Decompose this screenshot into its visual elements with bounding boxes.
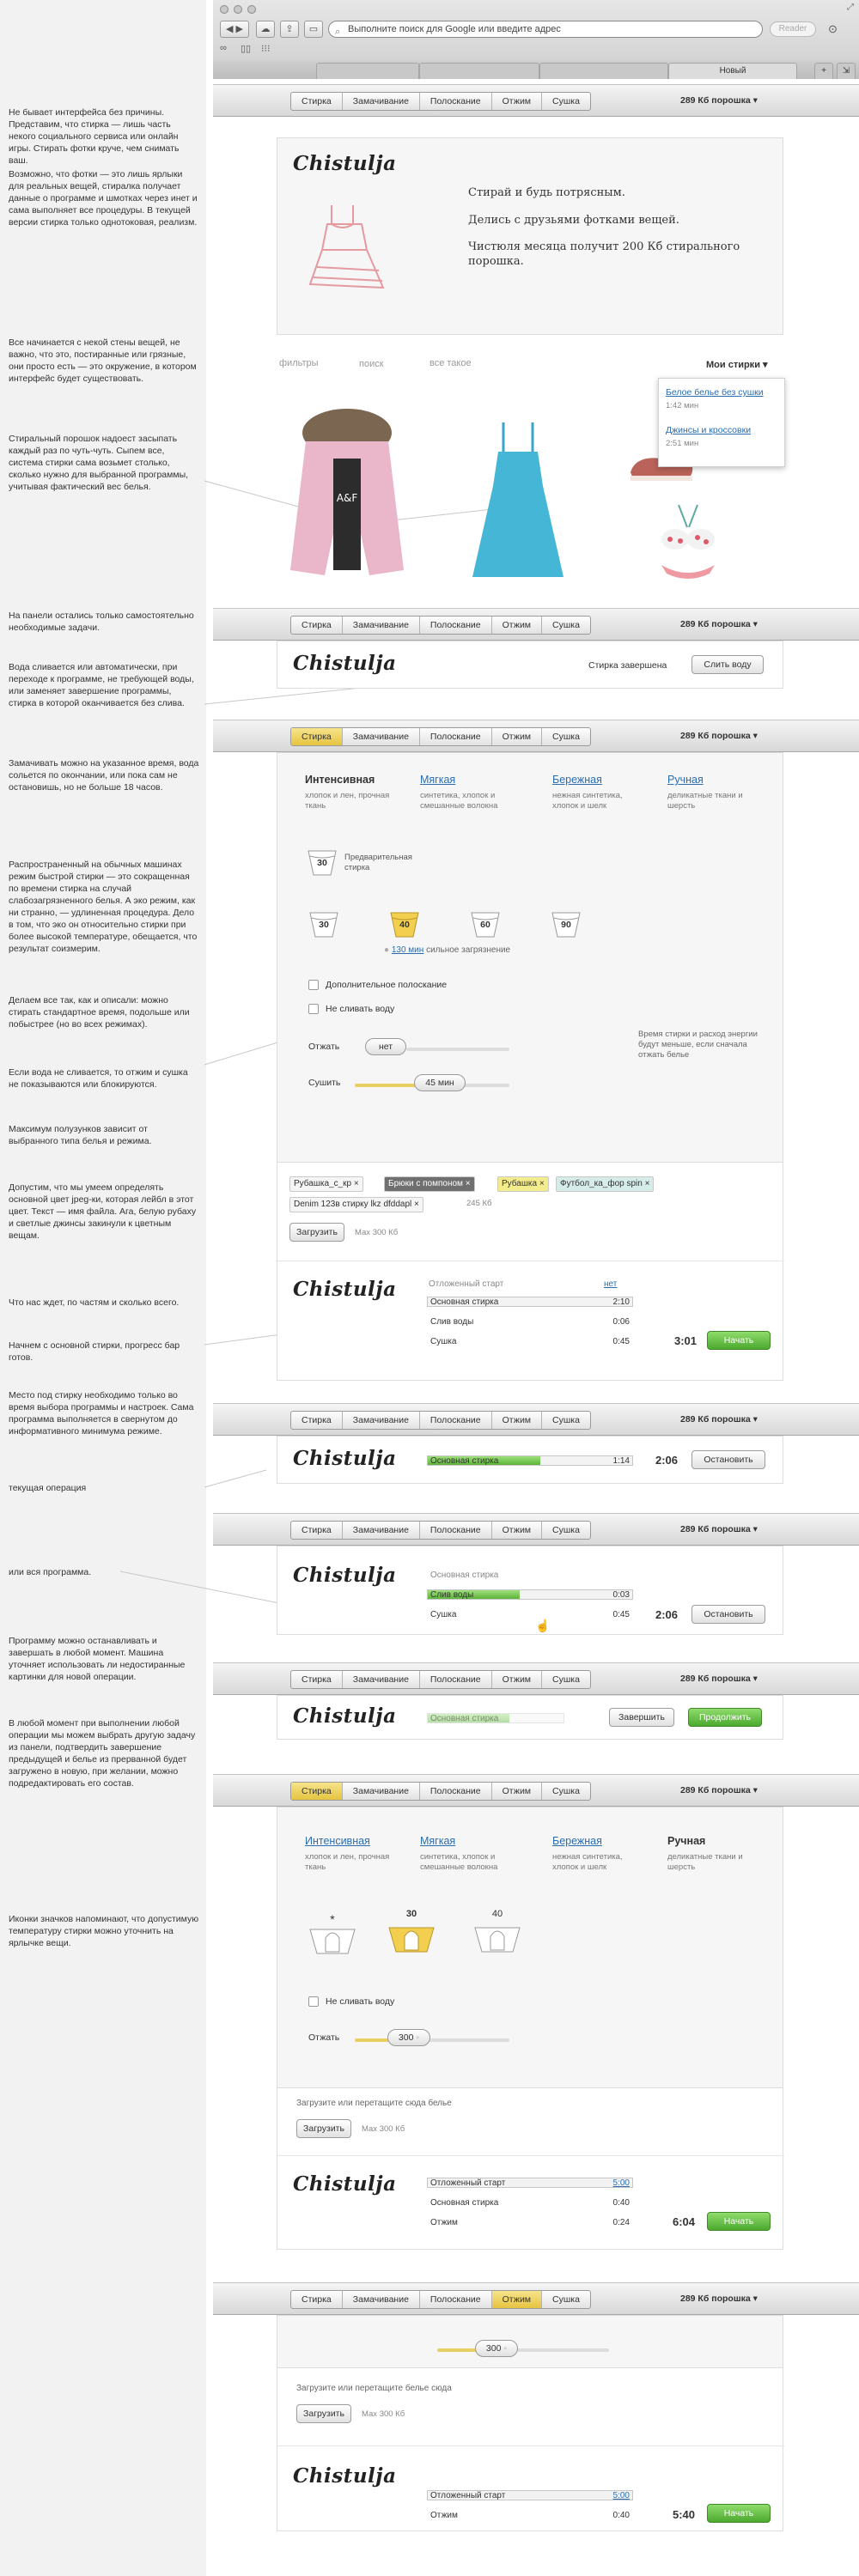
load-max: Мах 300 Кб <box>355 1228 399 1237</box>
svg-text:A&F: A&F <box>336 492 358 504</box>
chevron-down-icon: ▾ <box>752 1674 758 1684</box>
hand-wash-40-icon[interactable] <box>472 1909 523 1955</box>
laundry-chip[interactable] <box>289 1197 423 1212</box>
tab-wash[interactable]: Стирка <box>291 1783 343 1800</box>
op-time: 0:45 <box>612 1610 630 1619</box>
divider <box>277 2445 784 2446</box>
gallery <box>277 354 783 586</box>
share-icon[interactable]: ⇪ <box>280 21 299 38</box>
run-panel-full-program <box>277 1546 783 1635</box>
operation-tabs <box>290 92 591 111</box>
row-label: Отжим <box>430 2511 458 2520</box>
bookmarks-icon[interactable]: ▯▯ <box>241 44 252 54</box>
op-label: Слив воды <box>430 1590 474 1600</box>
tab-wash[interactable]: Стирка <box>291 617 343 634</box>
cloud-icon[interactable]: ☁ <box>256 21 275 38</box>
row-value: 0:40 <box>612 2198 630 2208</box>
prewash-label: Предварительная стирка <box>344 853 412 872</box>
temp-30-icon[interactable] <box>308 909 339 939</box>
wash-settings-hand <box>277 1807 783 2088</box>
operation-tabs <box>290 727 591 746</box>
mode-intensive-desc: хлопок и лен, прочная ткань <box>305 1852 390 1872</box>
tab-soak[interactable]: Замачивание <box>343 1522 420 1539</box>
note-1: Не бывает интерфейса без причины. Представим, что стирка — лишь часть некого социального сервиса или онлайн игры. Стирать фотки круче, чем снимать ваш. <box>9 107 180 166</box>
tab-overview-button[interactable]: ⇲ <box>837 63 856 79</box>
hand-wash-cold-icon[interactable] <box>307 1912 358 1955</box>
load-max: Мах 300 Кб <box>362 2409 405 2419</box>
mode-intensive-desc: хлопок и лен, прочная ткань <box>305 791 390 811</box>
hero-line-3: Чистюля месяца получит 200 Кб стирального порошка. <box>468 240 740 268</box>
temp-30: 30 <box>319 920 329 930</box>
tab-rinse[interactable]: Полоскание <box>420 728 492 745</box>
finish-button[interactable]: Завершить <box>609 1708 674 1727</box>
duration-note: сильное загрязнение <box>426 945 511 955</box>
chip-label: Брюки с помпоном <box>388 1179 463 1188</box>
temp-40: 40 <box>399 920 410 930</box>
continue-button[interactable]: Продолжить <box>688 1708 762 1727</box>
tab-dry[interactable]: Сушка <box>552 96 580 106</box>
tab-spin[interactable]: Отжим <box>492 93 542 110</box>
extra-rinse-label: Дополнительное полоскание <box>326 980 448 990</box>
tab-wash[interactable]: Стирка <box>291 93 343 110</box>
powder-menu[interactable] <box>680 731 758 741</box>
note-13: Что нас ждет, по частям и сколько всего. <box>9 1297 180 1308</box>
operation-tabs <box>290 616 591 635</box>
spin-value: 300 <box>398 2032 414 2043</box>
powder-menu[interactable] <box>680 2293 758 2304</box>
search-link[interactable]: поиск <box>359 359 384 369</box>
note-20: Иконки значков напоминают, что допустимую температуру стирки можно уточнить на ярлычке вещи. <box>9 1914 199 1948</box>
prewash-tub-icon[interactable] <box>307 848 338 877</box>
remove-icon[interactable]: × <box>644 1179 650 1188</box>
washer-toolbar <box>213 1774 859 1807</box>
powder-menu[interactable] <box>680 1414 758 1425</box>
spin-slider-fill <box>355 2038 389 2042</box>
spin-slider-knob[interactable]: нет <box>365 1038 406 1055</box>
no-drain-label: Не сливать воду <box>326 1996 395 2007</box>
total-time: 6:04 <box>673 2215 696 2228</box>
chevron-down-icon: ▾ <box>752 95 758 106</box>
mode-gentle-desc: нежная синтетика, хлопок и шелк <box>552 1852 623 1872</box>
spin-label: Отжать <box>308 1042 340 1052</box>
minimize-window-icon[interactable] <box>234 5 242 14</box>
row-label: Отложенный старт <box>430 2178 506 2188</box>
tab-spin[interactable]: Отжим <box>492 1522 542 1539</box>
mode-gentle-desc: нежная синтетика, хлопок и шелк <box>552 791 623 811</box>
row-label: Отжим <box>430 2218 458 2227</box>
tab-soak[interactable]: Замачивание <box>343 617 420 634</box>
op-label: Основная стирка <box>430 1456 499 1466</box>
remove-icon[interactable]: × <box>465 1179 471 1188</box>
total-time: 3:01 <box>674 1334 698 1347</box>
temp-cold: * <box>330 1912 335 1926</box>
filters-link[interactable]: фильтры <box>279 358 319 368</box>
stop-button[interactable]: Остановить <box>691 1450 765 1469</box>
duration-link[interactable]: 130 мин <box>391 945 424 955</box>
chip-label: Рубашка_с_кр <box>294 1179 352 1188</box>
tab-soak[interactable]: Замачивание <box>343 728 420 745</box>
tab-wash[interactable]: Стирка <box>291 1671 343 1688</box>
powder-amount: 289 Кб порошка <box>680 2293 751 2304</box>
operation-tabs <box>290 1782 591 1801</box>
run-panel-current-op <box>277 1436 783 1484</box>
row-value: 2:10 <box>612 1297 630 1307</box>
temp-90-icon[interactable] <box>551 909 582 939</box>
zoom-window-icon[interactable] <box>247 5 256 14</box>
tab-wash[interactable]: Стирка <box>291 2291 343 2308</box>
dress-photo[interactable] <box>471 417 565 580</box>
spin-slider-knob[interactable] <box>387 2029 430 2046</box>
mode-intensive[interactable]: Интенсивная <box>305 1835 370 1847</box>
browser-chrome <box>213 0 859 79</box>
spin-settings <box>277 2315 783 2368</box>
status-text: Стирка завершена <box>588 660 667 671</box>
brand-logo: Chistulja <box>293 1447 397 1470</box>
temp-40: 40 <box>491 1909 503 1919</box>
note-2: Возможно, что фотки — это лишь ярлыки для реальных вещей, стиралка получает данные о программе и шмотках через инет и сама выполняет все процедуры. В текущей версии стирка только однотоковая, реализм. <box>9 169 198 228</box>
powder-amount: 289 Кб порошка <box>680 95 751 106</box>
tab-soak[interactable]: Замачивание <box>343 1412 420 1429</box>
operation-tabs <box>290 1411 591 1430</box>
washer-toolbar <box>213 84 859 117</box>
hero-line-1: Стирай и будь потрясным. <box>468 186 625 199</box>
total-time: 2:06 <box>655 1608 679 1621</box>
remove-icon[interactable]: × <box>414 1200 419 1209</box>
mode-intensive[interactable]: Интенсивная <box>305 774 375 786</box>
brand-logo: Chistulja <box>293 152 397 175</box>
op-label: Основная стирка <box>430 1714 499 1723</box>
stop-button[interactable]: Остановить <box>691 1605 765 1624</box>
close-window-icon[interactable] <box>220 5 228 14</box>
hero-line-2: Делись с друзьями фотками вещей. <box>468 214 679 227</box>
mode-hand-desc: деликатные ткани и шерсть <box>667 791 743 811</box>
powder-amount: 289 Кб порошка <box>680 1785 751 1795</box>
spin-slider-fill <box>437 2348 477 2352</box>
duration-row <box>384 945 510 955</box>
load-area <box>277 2088 783 2250</box>
drain-button[interactable]: Слить воду <box>691 655 764 674</box>
tab-dry[interactable]: Сушка <box>552 2294 580 2305</box>
tab-rinse[interactable]: Полоскание <box>420 617 492 634</box>
tab-dry[interactable]: Сушка <box>552 1786 580 1796</box>
jacket-photo[interactable] <box>287 407 407 579</box>
mode-gentle[interactable]: Бережная <box>552 774 602 786</box>
tab-soak[interactable]: Замачивание <box>343 93 420 110</box>
tab-spin[interactable]: Отжим <box>492 617 542 634</box>
mode-gentle[interactable]: Бережная <box>552 1835 602 1847</box>
address-placeholder: Выполните поиск для Google или введите адрес <box>348 24 561 34</box>
tab-spin[interactable]: Отжим <box>492 1412 542 1429</box>
downloads-icon[interactable]: ⊙ <box>828 22 838 35</box>
brand-logo: Chistulja <box>293 2464 397 2488</box>
row-label: Сушка <box>430 1337 457 1346</box>
glasses-icon[interactable]: ∞ <box>220 43 227 53</box>
tab-wash[interactable]: Стирка <box>291 1522 343 1539</box>
remove-icon[interactable]: × <box>353 1179 359 1188</box>
browser-tab-new[interactable]: Новый <box>668 63 797 79</box>
browser-tab[interactable] <box>419 63 539 79</box>
chip-label: Denim 123в стирку lkz dfddapl <box>294 1200 412 1209</box>
spin-value: 300 <box>485 2343 502 2354</box>
note-14: Начнем с основной стирки, прогресс бар готов. <box>9 1340 180 1363</box>
spin-slider-knob[interactable] <box>475 2340 518 2357</box>
temp-40-icon[interactable] <box>389 909 420 939</box>
row-value: 0:06 <box>612 1317 630 1327</box>
note-18: Программу можно останавливать и завершать в любой момент. Машина уточняет использовать ли недостиранные картинки для новой операции. <box>9 1636 186 1682</box>
knob-grip-icon: ◦ <box>416 2032 420 2043</box>
tab-dry[interactable]: Сушка <box>552 1674 580 1685</box>
operation-tabs <box>290 1670 591 1689</box>
my-washes-popup <box>658 378 785 467</box>
drop-hint: Загрузите или перетащите сюда белье <box>296 2099 452 2108</box>
tab-soak[interactable]: Замачивание <box>343 1671 420 1688</box>
op-label: Основная стирка <box>430 1571 499 1580</box>
washer-toolbar <box>213 720 859 752</box>
tab-wash[interactable]: Стирка <box>291 1412 343 1429</box>
address-bar[interactable] <box>328 21 763 38</box>
hero-panel <box>277 137 783 335</box>
note-15: Место под стирку необходимо только во время выбора программы и настроек. Сама программа выполняется в свернутом до информативного минимума режиме. <box>9 1390 194 1437</box>
tab-spin[interactable]: Отжим <box>492 2291 542 2308</box>
tab-rinse[interactable]: Полоскание <box>420 1783 492 1800</box>
op-time: 0:03 <box>612 1590 630 1600</box>
brand-logo: Chistulja <box>293 1278 397 1301</box>
annotation-column <box>0 0 206 2576</box>
wash-settings <box>277 752 783 1163</box>
mode-soft-desc: синтетика, хлопок и смешанные волокна <box>420 1852 498 1872</box>
laundry-chip[interactable] <box>497 1176 549 1192</box>
note-9: Делаем все так, как и описали: можно стирать стандартное время, подольше или побыстрее (но во всех режимах). <box>9 995 190 1030</box>
mode-soft-desc: синтетика, хлопок и смешанные волокна <box>420 791 498 811</box>
operation-tabs <box>290 1521 591 1540</box>
duration-dot-icon: ● <box>384 945 390 955</box>
reader-button[interactable]: Reader <box>770 21 816 37</box>
load-button[interactable]: Загрузить <box>296 2119 351 2138</box>
browser-tab[interactable] <box>316 63 419 79</box>
dry-slider-knob[interactable]: 45 мин <box>414 1074 466 1091</box>
tab-rinse[interactable]: Полоскание <box>420 2291 492 2308</box>
remove-icon[interactable]: × <box>539 1179 545 1188</box>
mode-soft[interactable]: Мягкая <box>420 1835 456 1847</box>
op-time: 1:14 <box>612 1456 630 1466</box>
back-forward-buttons[interactable]: ◀ ▶ <box>220 21 249 38</box>
powder-menu[interactable] <box>680 1674 758 1684</box>
extra-rinse-checkbox[interactable] <box>308 980 319 990</box>
temp-60-icon[interactable] <box>470 909 501 939</box>
laundry-chip[interactable] <box>289 1176 363 1192</box>
row-value: 0:45 <box>612 1337 630 1346</box>
chips-size: 245 Кб <box>466 1199 492 1208</box>
note-4: Стиральный порошок надоест засыпать каждый раз по чуть-чуть. Сыпем все, система стирки сама возьмет столько, сколько нужно для выбранной программы, учитывая фактический вес белья. <box>9 434 189 492</box>
powder-amount: 289 Кб порошка <box>680 1524 751 1534</box>
row-label: Слив воды <box>430 1317 474 1327</box>
delayed-start-link[interactable]: нет <box>604 1279 618 1289</box>
washer-toolbar <box>213 1662 859 1695</box>
note-17: или вся программа. <box>9 1567 92 1577</box>
row-value: 0:24 <box>612 2218 630 2227</box>
mode-soft[interactable]: Мягкая <box>420 774 456 786</box>
load-button[interactable]: Загрузить <box>289 1223 344 1242</box>
tab-dry[interactable]: Сушка <box>552 1415 580 1425</box>
note-10: Если вода не сливается, то отжим и сушка не показываются или блокируются. <box>9 1067 188 1090</box>
dress-sketch-icon <box>302 198 405 293</box>
no-drain-checkbox[interactable] <box>308 1004 319 1014</box>
popup-item-2-title[interactable]: Джинсы и кроссовки <box>666 425 752 435</box>
brand-logo: Chistulja <box>293 1564 397 1587</box>
note-3: Все начинается с некой стены вещей, не важно, что это, постиранные или грязные, они просто есть — это окружение, в котором интерфейс будет существовать. <box>9 337 197 384</box>
popup-item-1-title[interactable]: Белое белье без сушки <box>666 387 764 398</box>
note-16: текущая операция <box>9 1483 87 1493</box>
powder-menu[interactable] <box>680 95 758 106</box>
chevron-down-icon: ▾ <box>752 731 758 741</box>
tab-spin[interactable]: Отжим <box>492 728 542 745</box>
tab-wash[interactable]: Стирка <box>291 728 343 745</box>
powder-amount: 289 Кб порошка <box>680 1414 751 1425</box>
temp-30: 30 <box>405 1909 417 1919</box>
tab-dry[interactable]: Сушка <box>552 732 580 742</box>
tab-strip <box>213 60 859 79</box>
delayed-start-link[interactable]: 5:00 <box>612 2491 630 2500</box>
note-7: Замачивать можно на указанное время, вода сольется по окончании, или пока сам не остановишь, но не больше 18 часов. <box>9 758 199 793</box>
drop-hint: Загрузите или перетащите белье сюда <box>296 2384 452 2393</box>
note-12: Допустим, что мы умеем определять основной цвет jpeg-ки, которая лейбл в этот цвет. Текст — имя файла. Ага, белую рубаху и светлые джинсы закинули к цветным вещам. <box>9 1182 197 1241</box>
cursor-icon: ☝ <box>535 1619 551 1632</box>
temp-60: 60 <box>480 920 490 930</box>
load-area <box>277 2368 783 2531</box>
load-button[interactable]: Загрузить <box>296 2404 351 2423</box>
delayed-start-link[interactable]: 5:00 <box>612 2178 630 2188</box>
brand-logo: Chistulja <box>293 1704 397 1728</box>
washer-toolbar <box>213 1513 859 1546</box>
my-washes-menu[interactable] <box>706 359 768 370</box>
powder-amount: 289 Кб порошка <box>680 619 751 629</box>
chip-label: Рубашка <box>502 1179 538 1188</box>
total-time: 2:06 <box>655 1454 679 1467</box>
operation-tabs <box>290 2290 591 2309</box>
powder-menu[interactable] <box>680 1524 758 1534</box>
washer-toolbar <box>213 1403 859 1436</box>
tabs-overview-icon[interactable]: ▭ <box>304 21 323 38</box>
tab-dry[interactable]: Сушка <box>552 1525 580 1535</box>
powder-menu[interactable] <box>680 619 758 629</box>
fullscreen-icon[interactable]: ⤢ <box>847 3 854 12</box>
row-label: Основная стирка <box>430 2198 499 2208</box>
powder-amount: 289 Кб порошка <box>680 731 751 741</box>
tab-dry[interactable]: Сушка <box>552 620 580 630</box>
hand-wash-30-icon[interactable] <box>386 1909 437 1955</box>
temp-90: 90 <box>561 920 571 930</box>
chevron-down-icon: ▾ <box>752 1785 758 1795</box>
load-max: Мах 300 Кб <box>362 2124 405 2134</box>
chevron-down-icon: ▾ <box>752 1414 758 1425</box>
tab-rinse[interactable]: Полоскание <box>420 93 492 110</box>
browser-tab[interactable] <box>539 63 668 79</box>
note-19: В любой момент при выполнении любой операции мы можем выбрать другую задачу из панели, подтвердить завершение предыдущей и белье из прерванной будет загружено в новую, при желании, можно подредактировать его состав. <box>9 1718 196 1789</box>
popup-item-1-time: 1:42 мин <box>666 401 699 410</box>
powder-amount: 289 Кб порошка <box>680 1674 751 1684</box>
chevron-down-icon: ▾ <box>763 360 768 370</box>
brand-logo: Chistulja <box>293 652 397 675</box>
tab-rinse[interactable]: Полоскание <box>420 1412 492 1429</box>
start-button[interactable]: Начать <box>707 1331 771 1350</box>
op-label: Сушка <box>430 1610 457 1619</box>
popup-item-2-time: 2:51 мин <box>666 439 699 448</box>
tab-soak[interactable]: Замачивание <box>343 2291 420 2308</box>
dry-label: Сушить <box>308 1078 341 1088</box>
done-panel <box>277 641 783 689</box>
start-button[interactable]: Начать <box>707 2504 771 2523</box>
spin-label: Отжать <box>308 2032 340 2043</box>
note-5: На панели остались только самостоятельно необходимые задачи. <box>9 611 194 633</box>
row-label: Отложенный старт <box>430 2491 506 2500</box>
my-washes-label: Мои стирки <box>706 360 760 370</box>
tab-rinse[interactable]: Полоскание <box>420 1522 492 1539</box>
tab-rinse[interactable]: Полоскание <box>420 1671 492 1688</box>
mode-hand[interactable]: Ручная <box>667 774 704 786</box>
note-11: Максимум полузунков зависит от выбранного типа белья и режима. <box>9 1124 152 1146</box>
washer-toolbar <box>213 2282 859 2315</box>
chevron-down-icon: ▾ <box>752 619 758 629</box>
note-6: Вода сливается или автоматически, при переходе к программе, не требующей воды, или заменяет завершение программы, стирка в которой оканчивается без слива. <box>9 662 194 708</box>
tab-spin[interactable]: Отжим <box>492 1671 542 1688</box>
total-time: 5:40 <box>673 2508 696 2521</box>
chip-label: Футбол_ка_фор spin <box>560 1179 643 1188</box>
brand-logo: Chistulja <box>293 2172 397 2196</box>
powder-menu[interactable] <box>680 1785 758 1795</box>
chevron-down-icon: ▾ <box>752 2293 758 2304</box>
row-label: Основная стирка <box>430 1297 499 1307</box>
start-button[interactable]: Начать <box>707 2212 771 2231</box>
mode-hand-desc: деликатные ткани и шерсть <box>667 1852 743 1872</box>
search-icon: ⌕ <box>335 27 341 37</box>
divider <box>277 2155 784 2156</box>
no-drain-label: Не сливать воду <box>326 1004 395 1014</box>
row-value: 0:40 <box>612 2511 630 2520</box>
tab-spin[interactable]: Отжим <box>492 1783 542 1800</box>
bikini-photo[interactable] <box>653 501 723 580</box>
spin-hint: Время стирки и расход энергии будут меньше, если сначала отжать белье <box>638 1030 758 1060</box>
chevron-down-icon: ▾ <box>752 1524 758 1534</box>
mode-hand[interactable]: Ручная <box>667 1835 706 1847</box>
tab-soak[interactable]: Замачивание <box>343 1783 420 1800</box>
all-link[interactable]: все такое <box>430 358 472 368</box>
note-8: Распространенный на обычных машинах режим быстрой стирки — это сокращенная по времени стирка на случай слабозагрязненного белья. А эко режим, как ни странно, — удлиненная процедура. Дело в том, что эко он относительно стирки при более высокой температуре, обещается, что результат соизмерим. <box>9 860 198 954</box>
washer-toolbar <box>213 608 859 641</box>
knob-grip-icon: ◦ <box>503 2343 508 2354</box>
add-tab-button[interactable]: + <box>814 63 833 79</box>
row-label: Отложенный старт <box>429 1279 504 1289</box>
load-area <box>277 1163 783 1381</box>
prewash-temp: 30 <box>317 858 327 868</box>
no-drain-checkbox[interactable] <box>308 1996 319 2007</box>
laundry-chip[interactable] <box>556 1176 654 1192</box>
laundry-chip[interactable] <box>384 1176 475 1192</box>
confirm-panel <box>277 1695 783 1740</box>
spin-slider-track[interactable] <box>406 1048 509 1051</box>
top-sites-icon[interactable]: ⁝⁝⁝ <box>261 44 271 54</box>
